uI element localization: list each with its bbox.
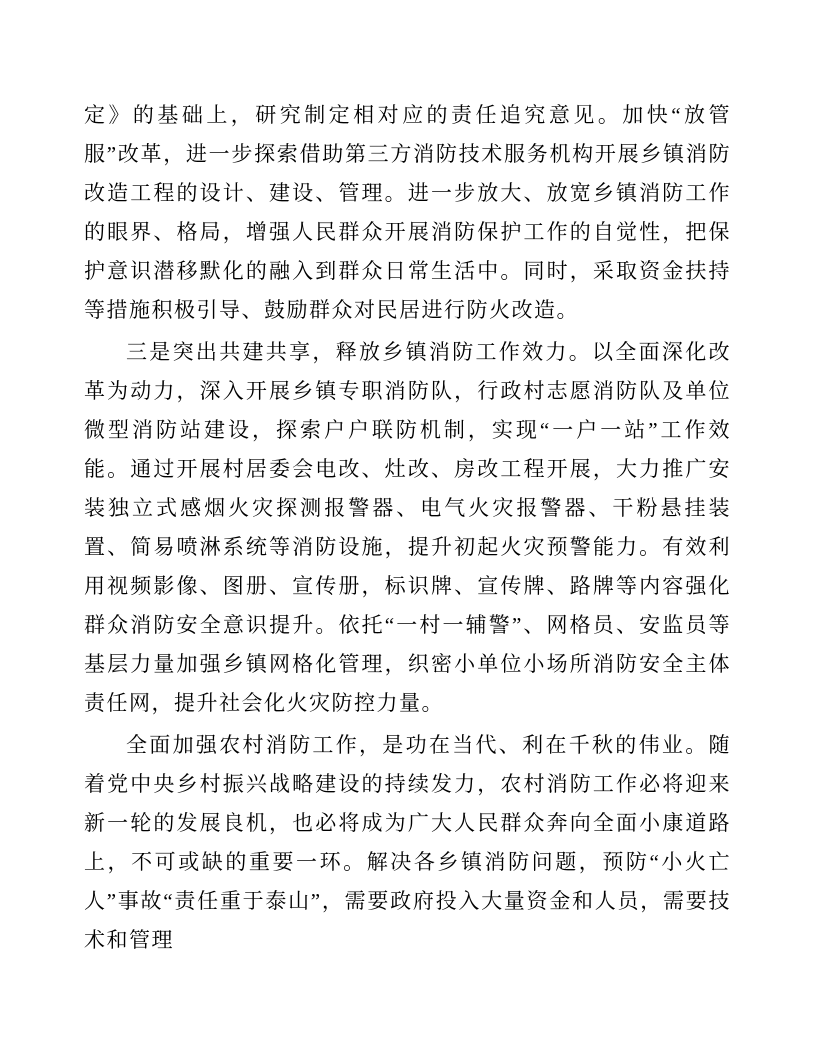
paragraph-continuation: 定》的基础上，研究制定相对应的责任追究意见。加快“放管服”改革，进一步探索借助第三方消防技术服务机构开展乡镇消防改造工程的设计、建设、管理。进一步放大、放宽乡镇消防工作的眼界、格局，增强人民群众开展消防保护工作的自觉性，把保护意识潜移默化的融入到群众日常生活中。同时，采取资金扶持等措施积极引导、鼓励群众对民居进行防火改造。 bbox=[84, 103, 731, 322]
paragraph-co-build-share: 三是突出共建共享，释放乡镇消防工作效力。以全面深化改革为动力，深入开展乡镇专职消防队，行政村志愿消防队及单位微型消防站建设，探索户户联防机制，实现“一户一站”工作效能。通过开展村居委会电改、灶改、房改工程开展，大力推广安装独立式感烟火灾探测报警器、电气火灾报警器、干粉悬挂装置、简易喷淋系统等消防设施，提升初起火灾预警能力。有效利用视频影像、图册、宣传册，标识牌、宣传牌、路牌等内容强化群众消防安全意识提升。依托“一村一辅警”、网格员、安监员等基层力量加强乡镇网格化管理，织密小单位小场所消防安全主体责任网，提升社会化火灾防控力量。 bbox=[84, 340, 731, 715]
paragraph-rural-fire-work: 全面加强农村消防工作，是功在当代、利在千秋的伟业。随着党中央乡村振兴战略建设的持续发力，农村消防工作必将迎来新一轮的发展良机，也必将成为广大人民群众奔向全面小康道路上，不可或缺的重要一环。解决各乡镇消防问题，预防“小火亡人”事故“责任重于泰山”，需要政府投入大量资金和人员，需要技术和管理 bbox=[84, 733, 731, 952]
